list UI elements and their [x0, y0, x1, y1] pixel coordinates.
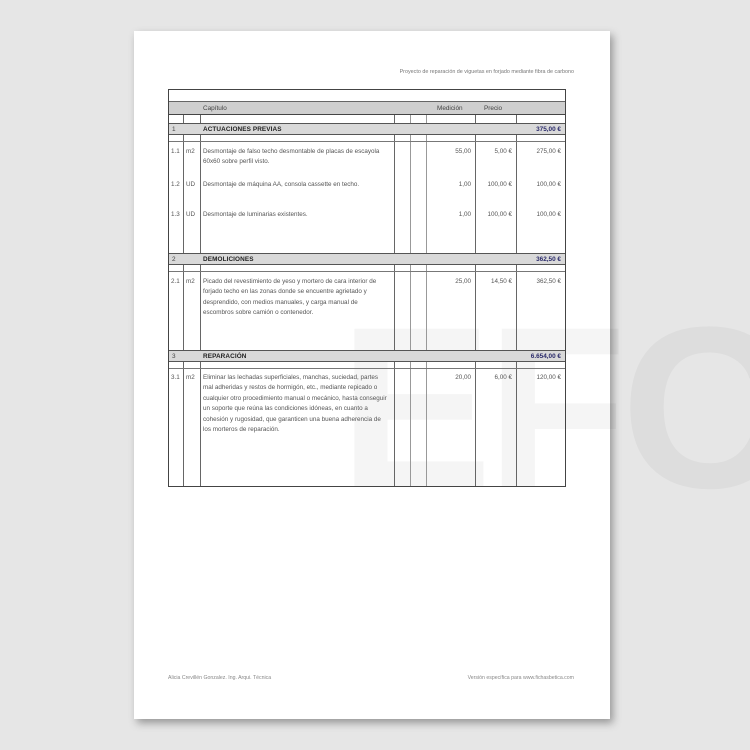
grid-line	[394, 90, 395, 486]
item-code: 1.1	[171, 148, 180, 155]
item-code: 1.2	[171, 181, 180, 188]
item-quantity: 25,00	[455, 278, 471, 285]
item-quantity: 1,00	[458, 181, 471, 188]
chapter-row	[169, 123, 565, 135]
item-price: 6,00 €	[494, 374, 512, 381]
item-price: 14,50 €	[490, 278, 512, 285]
col-measure: Medición	[437, 105, 463, 112]
item-description: Picado del revestimiento de yeso y mortero de cara interior de forjado techo en las zonas donde se encuentre agrietado y desprendido, con medios manuales, y carga manual de escombros sobre camión o contenedor.	[203, 278, 377, 317]
chapter-title: REPARACIÓN	[203, 353, 247, 360]
footer-author: Alicia Crevillén Gonzalez. Ing. Arqui. Técnica	[168, 675, 272, 681]
chapter-number: 3	[172, 353, 176, 360]
item-amount: 100,00 €	[536, 181, 561, 188]
chapter-number: 1	[172, 126, 176, 133]
item-amount: 362,50 €	[536, 278, 561, 285]
table-top-row	[169, 90, 565, 102]
item-unit: m2	[186, 148, 195, 155]
grid-line	[426, 90, 427, 486]
item-description: Eliminar las lechadas superficiales, manchas, suciedad, partes mal adheridas y restos de hormigón, etc., mediante repicado o cualquier otro procedimiento manual o mecánico, hasta conseguir un soporte que reúna las condiciones idóneas, en cuanto a cohesión y rugosidad, que garanticen una buena adherencia de los morteros de reparación.	[203, 374, 387, 434]
item-quantity: 1,00	[458, 211, 471, 218]
item-unit: UD	[186, 181, 196, 188]
col-price: Precio	[484, 105, 503, 112]
chapter-total: 6.654,00 €	[530, 353, 561, 360]
item-unit: m2	[186, 374, 195, 381]
grid-line	[200, 90, 201, 486]
item-amount: 100,00 €	[536, 211, 561, 218]
page-header: Proyecto de reparación de viguetas en forjado mediante fibra de carbono	[399, 69, 574, 75]
chapter-number: 2	[172, 256, 176, 263]
item-quantity: 55,00	[455, 148, 471, 155]
item-price: 5,00 €	[494, 148, 512, 155]
col-chapter: Capítulo	[203, 105, 227, 112]
chapter-title: ACTUACIONES PREVIAS	[203, 126, 282, 133]
item-price: 100,00 €	[487, 211, 512, 218]
chapter-total: 375,00 €	[536, 126, 561, 133]
grid-line	[475, 90, 476, 486]
item-price: 100,00 €	[487, 181, 512, 188]
table-column-header	[169, 102, 565, 115]
grid-line	[183, 90, 184, 486]
spacer-row	[169, 135, 565, 142]
chapter-row	[169, 253, 565, 265]
chapter-row	[169, 350, 565, 362]
item-description: Desmontaje de máquina AA, consola cassette en techo.	[203, 181, 360, 188]
budget-table	[168, 89, 566, 487]
spacer-row	[169, 265, 565, 272]
spacer-row	[169, 362, 565, 369]
item-code: 1.3	[171, 211, 180, 218]
item-code: 2.1	[171, 278, 180, 285]
document-page	[134, 31, 610, 719]
item-description: Desmontaje de luminarias existentes.	[203, 211, 308, 218]
item-amount: 120,00 €	[536, 374, 561, 381]
item-description: Desmontaje de falso techo desmontable de placas de escayola 60x60 sobre perfil visto.	[203, 148, 380, 166]
chapter-title: DEMOLICIONES	[203, 256, 254, 263]
footer-website: Versión específica para www.fichasbetica.com	[467, 675, 574, 681]
chapter-total: 362,50 €	[536, 256, 561, 263]
item-amount: 275,00 €	[536, 148, 561, 155]
item-code: 3.1	[171, 374, 180, 381]
grid-line	[516, 90, 517, 486]
grid-line	[410, 90, 411, 486]
item-unit: UD	[186, 211, 196, 218]
item-quantity: 20,00	[455, 374, 471, 381]
item-unit: m2	[186, 278, 195, 285]
